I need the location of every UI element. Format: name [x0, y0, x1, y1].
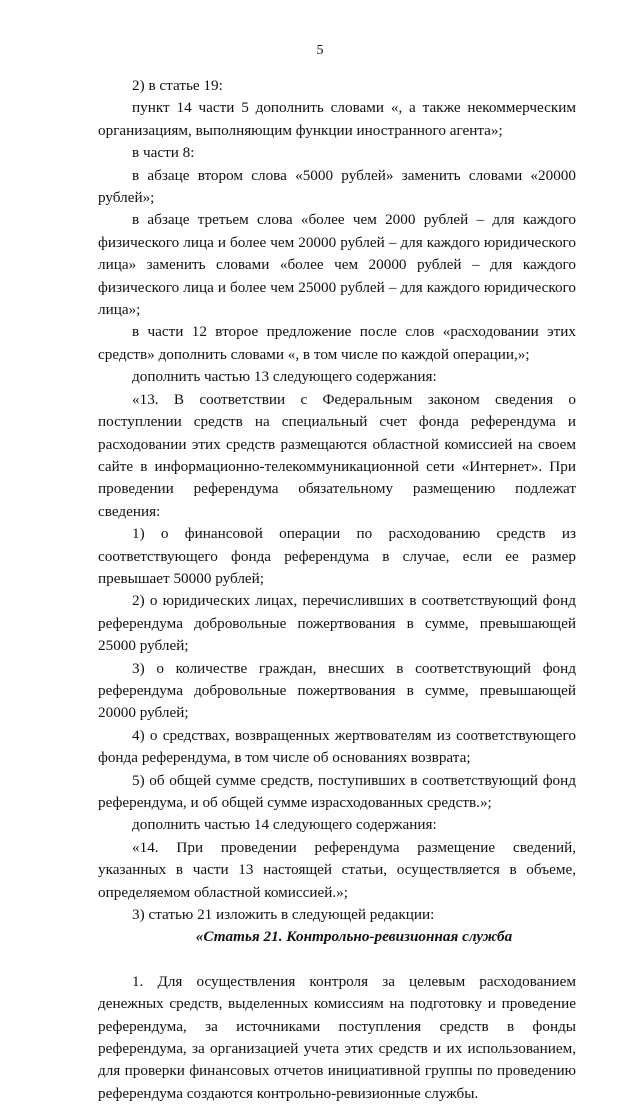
- paragraph: в части 12 второе предложение после слов «расходовании этих средств» дополнить словами «, в том числе по каждой операции,»;: [98, 323, 576, 363]
- paragraph: «13. В соответствии с Федеральным законом сведения о поступлении средств на специальный счет фонда референдума и расходовании этих средств размещаются областной комиссией на своем сайте в информационно-телекоммуникационной сети «Интернет». При проведении референдума обязательному размещению подлежат сведения:: [98, 390, 576, 520]
- article-heading: «Статья 21. Контрольно-ревизионная служба: [195, 928, 513, 946]
- paragraph: 1) о финансовой операции по расходованию средств из соответствующего фонда референдума в случае, если ее размер превышает 50000 рублей;: [98, 525, 576, 587]
- paragraph: 4) о средствах, возвращенных жертвователям из соответствующего фонда референдума, в том числе об основаниях возврата;: [98, 726, 576, 767]
- paragraph: 2) о юридических лицах, перечисливших в соответствующий фонд референдума добровольные пожертвования в сумме, превышающей 25000 рублей;: [98, 592, 576, 655]
- article-paragraph: 1. Для осуществления контроля за целевым расходованием денежных средств, выделенных комиссиям на подготовку и проведение референдума, за источниками поступления средств в фонды референдума, за организацией учета этих средств и их использованием, для проверки финансовых отчетов инициативной группы по проведению референдума создаются контрольно-ревизионные службы.: [98, 972, 576, 1102]
- paragraph: 2) в статье 19:: [132, 77, 223, 94]
- paragraph: 3) о количестве граждан, внесших в соответствующий фонд референдума добровольные пожертвования в сумме, превышающей 20000 рублей;: [98, 659, 576, 722]
- paragraph: дополнить частью 13 следующего содержания:: [132, 368, 437, 386]
- document-body: [98, 75, 576, 1105]
- paragraph: дополнить частью 14 следующего содержания:: [132, 816, 437, 834]
- paragraph: 5) об общей сумме средств, поступивших в соответствующий фонд референдума, и об общей сумме израсходованных средств.»;: [98, 771, 576, 811]
- paragraph: в абзаце третьем слова «более чем 2000 рублей – для каждого физического лица и более чем 20000 рублей – для каждого юридического лица» заменить словами «более чем 20000 рублей – для каждого физического лица и более чем 25000 рублей – для каждого юридического лица»;: [98, 211, 576, 319]
- paragraph: «14. При проведении референдума размещение сведений, указанных в части 13 настоящей статьи, осуществляется в объеме, определяемом областной комиссией.»;: [98, 838, 576, 901]
- paragraph: пункт 14 части 5 дополнить словами «, а также некоммерческим организациям, выполняющим функции иностранного агента»;: [98, 99, 576, 139]
- paragraph: в абзаце втором слова «5000 рублей» заменить словами «20000 рублей»;: [98, 166, 576, 207]
- paragraph: в части 8:: [132, 144, 195, 162]
- page-number: 5: [316, 43, 324, 58]
- paragraph: 3) статью 21 изложить в следующей редакции:: [132, 906, 435, 924]
